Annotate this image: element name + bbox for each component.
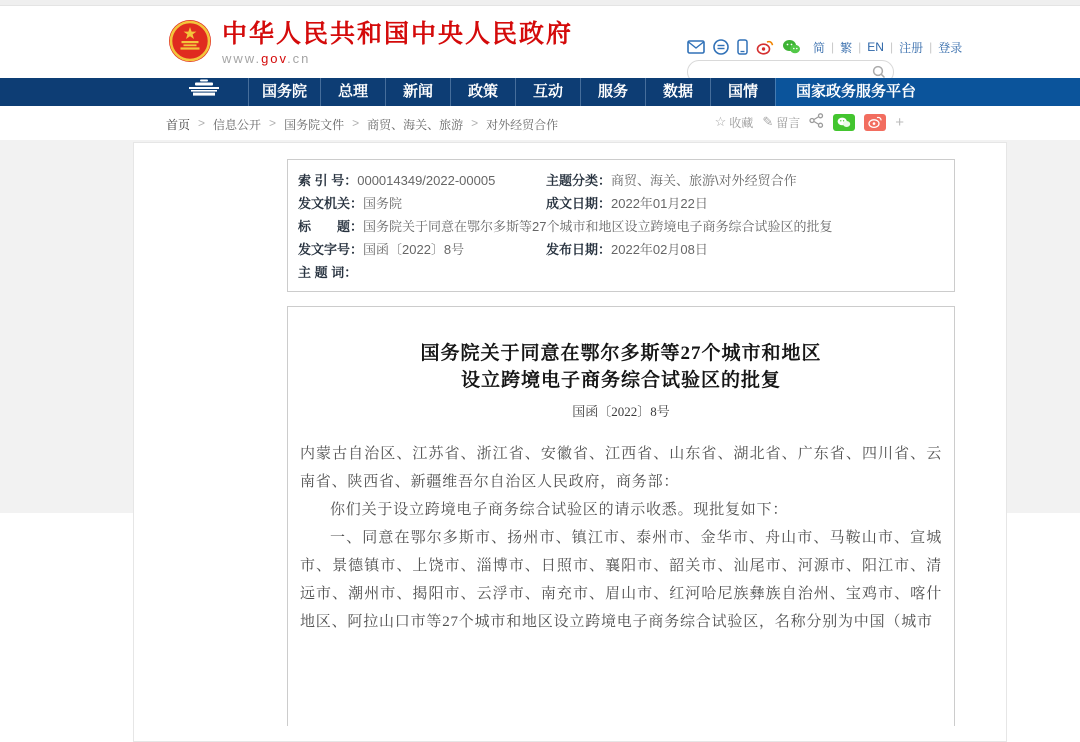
- meta-title-label: 标 题：: [298, 219, 364, 234]
- doc-action-bar: [715, 113, 904, 131]
- mobile-icon[interactable]: [737, 39, 748, 55]
- lang-english-link[interactable]: EN: [867, 40, 884, 54]
- lang-traditional-link[interactable]: 繁: [840, 40, 853, 55]
- document-number: 国函〔2022〕8号: [572, 404, 670, 419]
- paragraph-intro: 你们关于设立跨境电子商务综合试验区的请示收悉。现批复如下：: [330, 502, 789, 518]
- meta-doc-no-value: 国函〔2022〕8号: [363, 242, 465, 257]
- weibo-share-button[interactable]: [864, 114, 886, 131]
- document-body: [300, 440, 942, 636]
- breadcrumb-row: [0, 106, 1080, 140]
- content-background: [0, 140, 1080, 630]
- breadcrumb-home[interactable]: 首页: [166, 118, 191, 132]
- meta-written-date-label: 成文日期：: [546, 196, 612, 211]
- breadcrumb-foreign-trade-cooperation[interactable]: 对外经贸合作: [486, 118, 559, 132]
- nav-home[interactable]: [160, 78, 248, 106]
- nav-news[interactable]: 新闻: [385, 78, 450, 106]
- wechat-icon[interactable]: [782, 39, 801, 55]
- meta-row: [288, 261, 954, 284]
- meta-row: [288, 238, 954, 261]
- breadcrumb-state-council-docs[interactable]: 国务院文件: [284, 118, 345, 132]
- meta-row: [288, 192, 954, 215]
- message-circle-icon[interactable]: [713, 39, 729, 55]
- home-gate-icon: [186, 78, 222, 106]
- more-actions-button[interactable]: +: [895, 113, 904, 131]
- favorite-button[interactable]: ☆ 收藏: [714, 114, 754, 130]
- site-title: 中华人民共和国中央人民政府: [222, 20, 574, 48]
- nav-left-spacer: [0, 78, 160, 106]
- share-icon[interactable]: [809, 113, 824, 131]
- site-logo-link[interactable]: [168, 19, 573, 68]
- nav-data[interactable]: 数据: [645, 78, 710, 106]
- site-header: [0, 7, 1080, 78]
- nav-services[interactable]: 服务: [580, 78, 645, 106]
- nav-state-council[interactable]: 国务院: [248, 78, 320, 106]
- nav-gov-service-platform[interactable]: 国家政务服务平台: [775, 78, 1080, 106]
- wechat-share-button[interactable]: [833, 114, 855, 131]
- star-icon: ☆: [714, 114, 727, 129]
- breadcrumb-trade-customs-tourism[interactable]: 商贸、海关、旅游: [367, 118, 464, 132]
- lang-simplified-link[interactable]: 简: [813, 40, 826, 55]
- meta-topic-value: 商贸、海关、旅游\对外经贸合作: [611, 173, 797, 188]
- meta-pub-date-value: 2022年02月08日: [611, 242, 708, 257]
- nav-policy[interactable]: 政策: [450, 78, 515, 106]
- weibo-icon[interactable]: [756, 39, 774, 55]
- comment-button[interactable]: ✎ 留言: [762, 114, 801, 130]
- document-meta-table: [287, 159, 955, 292]
- meta-index-value: 000014349/2022-00005: [357, 173, 496, 188]
- paragraph-approval-list: 一、同意在鄂尔多斯市、扬州市、镇江市、泰州市、金华市、舟山市、马鞍山市、宣城市、景德镇市、上饶市、淄博市、日照市、襄阳市、韶关市、汕尾市、河源市、阳江市、清远市、潮州市、揭阳市、云浮市、南充市、眉山市、红河哈尼族彝族自治州、宝鸡市、喀什地区、阿拉山口市等27个城市和地区设立跨境电子商务综合试验区，名称分别为中国（城市: [300, 530, 942, 630]
- nav-national-conditions[interactable]: 国情: [710, 78, 775, 106]
- breadcrumb-info-disclosure[interactable]: 信息公开: [213, 118, 262, 132]
- meta-doc-no-label: 发文字号：: [298, 242, 364, 257]
- pencil-icon: ✎: [762, 114, 774, 129]
- meta-row: [288, 169, 954, 192]
- mail-icon[interactable]: [687, 40, 705, 54]
- brand-text: [222, 19, 573, 66]
- national-emblem-icon: [168, 19, 212, 68]
- meta-row: [288, 215, 954, 238]
- site-url: www.gov.cn: [222, 51, 311, 66]
- nav-interact[interactable]: 互动: [515, 78, 580, 106]
- meta-pub-date-label: 发布日期：: [546, 242, 612, 257]
- main-nav: [0, 78, 1080, 106]
- login-link[interactable]: 登录: [938, 40, 963, 55]
- language-links: 简 | 繁 | EN | 注册 | 登录: [813, 40, 963, 55]
- breadcrumb: 首页 > 信息公开 > 国务院文件 > 商贸、海关、旅游 > 对外经贸合作: [166, 116, 559, 132]
- meta-index-label: 索 引 号：: [298, 173, 358, 188]
- meta-written-date-value: 2022年01月22日: [611, 196, 708, 211]
- meta-agency-label: 发文机关：: [298, 196, 364, 211]
- meta-title-value: 国务院关于同意在鄂尔多斯等27个城市和地区设立跨境电子商务综合试验区的批复: [363, 219, 833, 234]
- meta-keywords-label: 主 题 词：: [298, 265, 358, 280]
- topbar: [687, 38, 962, 56]
- top-strip: [0, 0, 1080, 6]
- nav-premier[interactable]: 总理: [320, 78, 385, 106]
- register-link[interactable]: 注册: [899, 40, 924, 55]
- document-title-line1: 国务院关于同意在鄂尔多斯等27个城市和地区: [420, 343, 822, 364]
- document-card: [133, 142, 1007, 742]
- document-body-box: [287, 306, 955, 726]
- paragraph-recipients: 内蒙古自治区、江苏省、浙江省、安徽省、江西省、山东省、湖北省、广东省、四川省、云南省、陕西省、新疆维吾尔自治区人民政府，商务部：: [300, 446, 942, 490]
- meta-topic-label: 主题分类：: [546, 173, 612, 188]
- meta-agency-value: 国务院: [363, 196, 403, 211]
- document-title-line2: 设立跨境电子商务综合试验区的批复: [460, 370, 781, 391]
